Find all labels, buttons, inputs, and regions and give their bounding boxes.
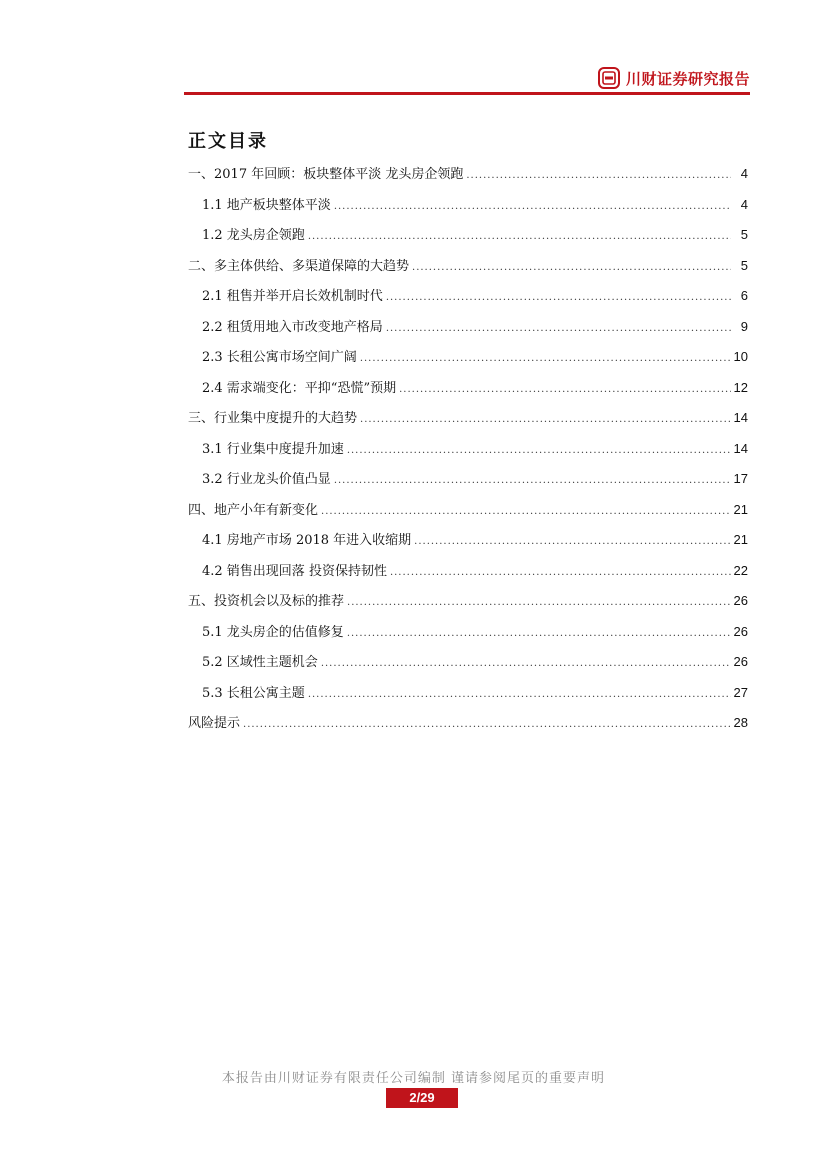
- toc-entry[interactable]: [188, 713, 748, 744]
- header-divider: [184, 92, 750, 95]
- toc-entry-page: 10: [733, 349, 748, 364]
- toc-dot-leader: [386, 319, 731, 339]
- footer-disclaimer: 本报告由川财证券有限责任公司编制 谨请参阅尾页的重要声明: [221, 1071, 606, 1086]
- toc-entry-page: 22: [733, 562, 748, 578]
- toc-entry[interactable]: [188, 683, 748, 714]
- toc-dot-leader: [347, 441, 731, 461]
- toc-dot-leader: [334, 197, 731, 217]
- toc-dot-leader: [466, 166, 731, 186]
- toc-entry-label: 2.4 需求端变化：平抑“恐慌”预期: [202, 380, 397, 396]
- toc-entry[interactable]: [188, 347, 748, 378]
- brand-title: 川财证券研究报告: [625, 69, 750, 88]
- toc-entry-label: 1.1 地产板块整体平淡: [202, 197, 331, 213]
- toc-entry[interactable]: [188, 652, 748, 683]
- toc-dot-leader: [386, 288, 731, 308]
- toc-dot-leader: [390, 563, 731, 583]
- toc-entry-label: 4.2 销售出现回落 投资保持韧性: [202, 563, 387, 579]
- toc-dot-leader: [360, 349, 731, 369]
- toc-entry-page: 26: [733, 654, 748, 669]
- toc-entry[interactable]: [188, 317, 748, 348]
- toc-entry[interactable]: [188, 164, 748, 195]
- toc-entry-page: 9: [740, 318, 748, 334]
- toc-entry[interactable]: [188, 256, 748, 287]
- toc-entry[interactable]: [188, 378, 748, 409]
- toc-entry[interactable]: [188, 225, 748, 256]
- toc-entry[interactable]: [188, 591, 748, 622]
- toc-entry-page: 21: [733, 532, 748, 547]
- toc-dot-leader: [321, 654, 731, 674]
- toc-entry-label: 五、投资机会以及标的推荐: [188, 594, 345, 609]
- toc-dot-leader: [243, 715, 731, 735]
- toc-entry-label: 5.1 龙头房企的估值修复: [202, 624, 344, 640]
- toc-entry-label: 2.3 长租公寓市场空间广阔: [202, 350, 357, 365]
- toc-entry-page: 14: [733, 440, 748, 456]
- toc-dot-leader: [347, 593, 731, 613]
- toc-dot-leader: [399, 380, 730, 400]
- toc-entry[interactable]: [188, 561, 748, 592]
- toc-entry-label: 1.2 龙头房企领跑: [202, 228, 305, 243]
- toc-entry-page: 4: [740, 166, 748, 181]
- toc-entry-label: 二、多主体供给、多渠道保障的大趋势: [188, 258, 410, 274]
- company-logo-icon: [598, 67, 620, 89]
- toc-entry-page: 27: [733, 684, 748, 700]
- toc-entry[interactable]: [188, 500, 748, 531]
- toc-dot-leader: [360, 410, 731, 430]
- toc-entry[interactable]: [188, 622, 748, 653]
- toc-entry-label: 四、地产小年有新变化: [188, 502, 319, 518]
- toc-entry-page: 14: [733, 410, 748, 425]
- toc-entry-label: 一、2017 年回顾：板块整体平淡 龙头房企领跑: [188, 167, 464, 182]
- toc-entry-page: 5: [740, 227, 748, 242]
- toc-dot-leader: [308, 685, 731, 705]
- page-header: [184, 66, 750, 96]
- toc-dot-leader: [321, 502, 731, 522]
- toc-entry-label: 2.2 租赁用地入市改变地产格局: [202, 319, 383, 335]
- toc-entry-page: 17: [733, 471, 748, 486]
- toc-dot-leader: [334, 471, 731, 491]
- toc-entry-label: 5.3 长租公寓主题: [202, 685, 305, 701]
- toc-entry[interactable]: [188, 469, 748, 500]
- toc-dot-leader: [414, 532, 730, 552]
- toc-entry[interactable]: [188, 439, 748, 470]
- toc-entry-page: 4: [740, 196, 748, 212]
- toc-entry-label: 2.1 租售并举开启长效机制时代: [202, 289, 383, 304]
- toc-entry-page: 12: [733, 379, 748, 395]
- toc-entry-page: 26: [733, 593, 748, 608]
- toc-entry-page: 26: [733, 623, 748, 639]
- toc-entry-label: 5.2 区域性主题机会: [202, 655, 318, 670]
- page-number-badge: 2/29: [386, 1088, 458, 1108]
- toc-entry-label: 4.1 房地产市场 2018 年进入收缩期: [202, 533, 412, 548]
- toc-entry[interactable]: [188, 286, 748, 317]
- toc-entry-page: 28: [733, 715, 748, 730]
- toc-entry-page: 6: [740, 288, 748, 303]
- toc-dot-leader: [347, 624, 731, 644]
- toc-entry-label: 风险提示: [188, 716, 241, 731]
- brand: [598, 66, 750, 90]
- toc-entry-page: 5: [740, 257, 748, 273]
- toc-title: 正文目录: [188, 131, 268, 152]
- toc-dot-leader: [412, 258, 731, 278]
- toc-entry-page: 21: [733, 501, 748, 517]
- toc-entry-label: 三、行业集中度提升的大趋势: [188, 411, 358, 426]
- toc-entry[interactable]: [188, 195, 748, 226]
- toc-dot-leader: [308, 227, 731, 247]
- toc-entry[interactable]: [188, 530, 748, 561]
- table-of-contents: [188, 164, 748, 744]
- toc-entry-label: 3.2 行业龙头价值凸显: [202, 472, 331, 487]
- toc-entry[interactable]: [188, 408, 748, 439]
- toc-entry-label: 3.1 行业集中度提升加速: [202, 441, 344, 457]
